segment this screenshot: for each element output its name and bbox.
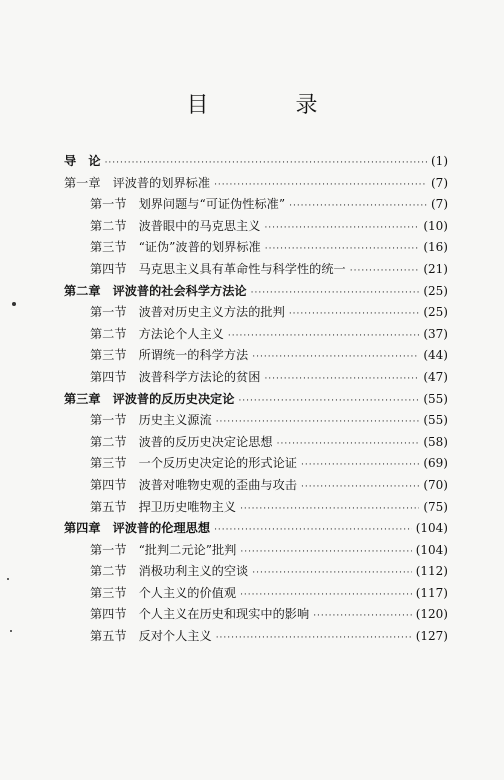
entry-page-number: (7) — [431, 197, 448, 212]
entry-page-number: (21) — [423, 261, 448, 276]
entry-title: 波普对历史主义方法的批判 — [138, 305, 285, 320]
entry-title: 历史主义源流 — [138, 413, 212, 428]
dot-leader — [264, 374, 419, 384]
toc-section-entry — [64, 476, 448, 498]
entry-page-number: (104) — [415, 542, 448, 557]
dot-leader — [240, 590, 412, 600]
entry-title: 马克思主义具有革命性与科学性的统一 — [138, 261, 346, 276]
toc-section-entry — [64, 411, 448, 433]
entry-label: 第一节 — [90, 305, 127, 320]
entry-page-number: (75) — [423, 499, 448, 514]
table-of-contents — [64, 152, 448, 649]
entry-title: 反对个人主义 — [138, 629, 212, 644]
toc-chapter-entry — [64, 174, 448, 196]
dot-leader — [216, 633, 412, 643]
entry-page-number: (37) — [423, 326, 448, 341]
toc-section-entry — [64, 325, 448, 347]
entry-title: “证伪”波普的划界标准 — [138, 240, 261, 255]
toc-chapter-entry — [64, 282, 448, 304]
entry-page-number: (44) — [423, 348, 448, 363]
entry-label: 第五节 — [90, 629, 127, 644]
dot-leader — [252, 352, 419, 362]
entry-label: 第一章 — [64, 175, 101, 190]
entry-page-number: (104) — [415, 521, 448, 536]
entry-page-number: (47) — [423, 369, 448, 384]
entry-title: 划界问题与“可证伪性标准” — [138, 197, 286, 212]
entry-label: 第四节 — [90, 261, 127, 276]
toc-chapter-entry — [64, 519, 448, 541]
entry-page-number: (117) — [415, 585, 448, 600]
entry-label: 第四节 — [90, 607, 127, 622]
dot-leader — [214, 180, 427, 190]
dot-leader — [238, 396, 419, 406]
entry-title: 捍卫历史唯物主义 — [138, 499, 237, 514]
entry-label: 第四节 — [90, 477, 127, 492]
entry-label: 第二章 — [64, 283, 101, 298]
scan-speck — [10, 630, 12, 632]
dot-leader — [216, 417, 420, 427]
dot-leader — [289, 309, 420, 319]
dot-leader — [252, 568, 411, 578]
dot-leader — [105, 158, 427, 168]
entry-label: 第五节 — [90, 499, 127, 514]
toc-section-entry — [64, 454, 448, 476]
entry-page-number: (70) — [423, 477, 448, 492]
entry-title: 波普眼中的马克思主义 — [138, 218, 261, 233]
entry-label: 导 论 — [64, 154, 101, 168]
dot-leader — [301, 482, 419, 492]
entry-label: 第二节 — [90, 326, 127, 341]
entry-page-number: (55) — [423, 413, 448, 428]
toc-section-entry — [64, 368, 448, 390]
dot-leader — [277, 439, 420, 449]
toc-section-entry — [64, 433, 448, 455]
dot-leader — [350, 266, 420, 276]
toc-section-entry — [64, 217, 448, 239]
dot-leader — [265, 244, 420, 254]
entry-title: 波普科学方法论的贫困 — [138, 369, 261, 384]
entry-page-number: (58) — [423, 434, 448, 449]
page-title: 目 录 — [186, 93, 358, 118]
dot-leader — [313, 611, 412, 621]
entry-label: 第一节 — [90, 197, 127, 212]
toc-section-entry — [64, 346, 448, 368]
toc-section-entry — [64, 562, 448, 584]
entry-page-number: (120) — [415, 607, 448, 622]
entry-title: “批判二元论”批判 — [138, 542, 237, 557]
toc-section-entry — [64, 584, 448, 606]
entry-page-number: (112) — [415, 564, 448, 579]
entry-page-number: (55) — [423, 391, 448, 406]
toc-section-entry — [64, 238, 448, 260]
entry-label: 第二节 — [90, 218, 127, 233]
entry-label: 第一节 — [90, 542, 127, 557]
entry-title: 个人主义在历史和现实中的影响 — [138, 607, 310, 622]
toc-section-entry — [64, 260, 448, 282]
toc-chapter-entry — [64, 152, 448, 174]
entry-label: 第二节 — [90, 434, 127, 449]
dot-leader — [214, 525, 412, 535]
entry-page-number: (1) — [431, 154, 448, 168]
entry-title: 评波普的社会科学方法论 — [112, 283, 247, 298]
entry-title: 一个反历史决定论的形式论证 — [138, 456, 297, 471]
entry-page-number: (16) — [423, 240, 448, 255]
entry-label: 第一节 — [90, 413, 127, 428]
entry-page-number: (69) — [423, 456, 448, 471]
entry-label: 第三节 — [90, 585, 127, 600]
dot-leader — [301, 460, 419, 470]
dot-leader — [264, 223, 419, 233]
entry-title: 评波普的反历史决定论 — [112, 391, 235, 406]
entry-title: 个人主义的价值观 — [138, 585, 237, 600]
toc-section-entry — [64, 498, 448, 520]
entry-title: 评波普的伦理思想 — [112, 521, 211, 536]
scan-speck — [12, 302, 16, 306]
dot-leader — [228, 331, 419, 341]
entry-label: 第四章 — [64, 521, 101, 536]
entry-page-number: (25) — [423, 283, 448, 298]
toc-section-entry — [64, 541, 448, 563]
entry-label: 第三节 — [90, 240, 127, 255]
entry-label: 第三章 — [64, 391, 101, 406]
entry-title: 消极功利主义的空谈 — [138, 564, 249, 579]
entry-title: 方法论个人主义 — [138, 326, 224, 341]
entry-label: 第三节 — [90, 348, 127, 363]
toc-section-entry — [64, 605, 448, 627]
dot-leader — [289, 201, 427, 211]
scan-speck — [7, 578, 9, 580]
toc-section-entry — [64, 627, 448, 649]
entry-title: 评波普的划界标准 — [112, 175, 211, 190]
entry-page-number: (25) — [423, 305, 448, 320]
entry-title: 波普对唯物史观的歪曲与攻击 — [138, 477, 297, 492]
toc-section-entry — [64, 303, 448, 325]
toc-section-entry — [64, 195, 448, 217]
entry-page-number: (127) — [415, 629, 448, 644]
toc-chapter-entry — [64, 390, 448, 412]
entry-page-number: (10) — [423, 218, 448, 233]
entry-title: 所谓统一的科学方法 — [138, 348, 249, 363]
entry-page-number: (7) — [431, 175, 448, 190]
entry-label: 第四节 — [90, 369, 127, 384]
dot-leader — [251, 288, 420, 298]
entry-label: 第三节 — [90, 456, 127, 471]
entry-title: 波普的反历史决定论思想 — [138, 434, 273, 449]
dot-leader — [240, 547, 411, 557]
entry-label: 第二节 — [90, 564, 127, 579]
dot-leader — [240, 504, 419, 514]
